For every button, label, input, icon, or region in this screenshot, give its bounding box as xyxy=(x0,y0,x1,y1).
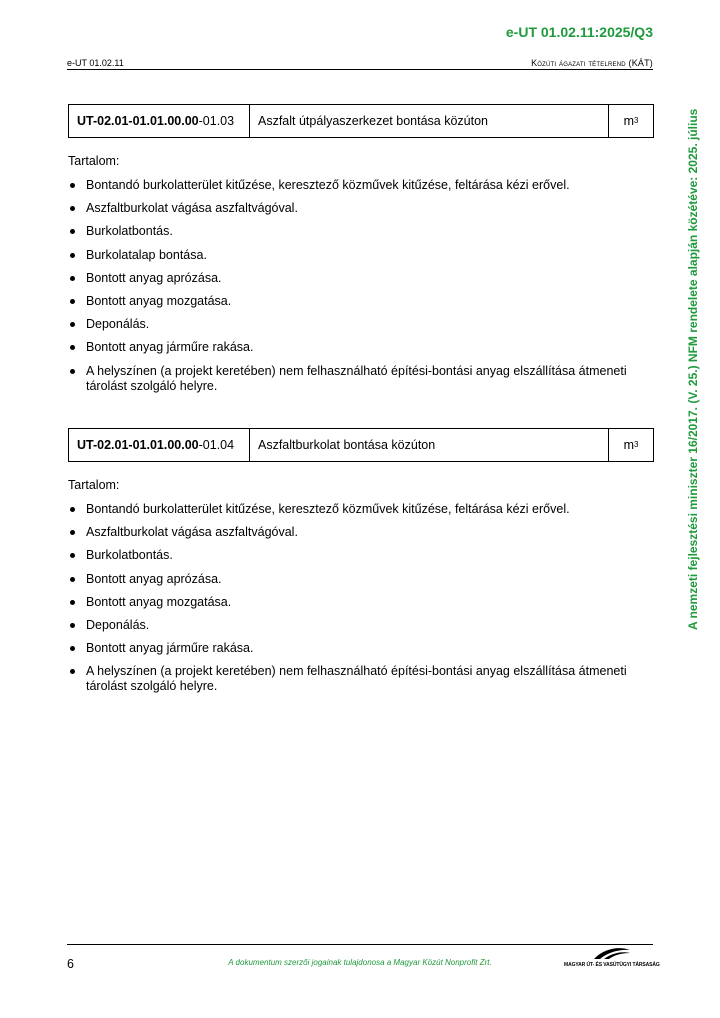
unit-base: m xyxy=(623,438,634,452)
content-list xyxy=(68,502,628,703)
list-item: Bontott anyag aprózása. xyxy=(68,572,628,587)
item-title: Aszfaltburkolat bontása közúton xyxy=(250,429,609,461)
item-unit: m 3 xyxy=(623,438,639,452)
list-item: Bontandó burkolatterület kitűzése, keresztező közművek kitűzése, feltárása kézi erővel. xyxy=(68,178,628,193)
list-item: Bontott anyag mozgatása. xyxy=(68,595,628,610)
item-code-main: UT-02.01-01.01.00.00 xyxy=(77,438,199,452)
list-item: Bontott anyag mozgatása. xyxy=(68,294,628,309)
list-item: A helyszínen (a projekt keretében) nem felhasználható építési-bontási anyag elszállítása átmeneti tárolást szolgáló helyre. xyxy=(68,664,628,694)
list-item: Deponálás. xyxy=(68,618,628,633)
page-number: 6 xyxy=(67,957,74,971)
item-table xyxy=(68,104,654,138)
running-header xyxy=(67,58,653,70)
item-code xyxy=(69,105,250,137)
item-code-suffix: -01.03 xyxy=(198,114,235,128)
content-label: Tartalom: xyxy=(68,478,120,492)
item-unit: m 3 xyxy=(623,114,639,128)
item-code xyxy=(69,429,250,461)
list-item: A helyszínen (a projekt keretében) nem felhasználható építési-bontási anyag elszállítása átmeneti tárolást szolgáló helyre. xyxy=(68,364,628,394)
copyright-notice: A dokumentum szerzői jogainak tulajdonosa a Magyar Közút Nonprofit Zrt. xyxy=(228,958,492,967)
list-item: Burkolatalap bontása. xyxy=(68,248,628,263)
company-logo xyxy=(564,946,660,970)
list-item: Bontandó burkolatterület kitűzése, keresztező közművek kitűzése, feltárása kézi erővel. xyxy=(68,502,628,517)
list-item: Aszfaltburkolat vágása aszfaltvágóval. xyxy=(68,525,628,540)
item-code-suffix: -01.04 xyxy=(198,438,235,452)
list-item: Burkolatbontás. xyxy=(68,548,628,563)
list-item: Bontott anyag aprózása. xyxy=(68,271,628,286)
logo-swoosh-icon xyxy=(564,946,654,962)
content-list xyxy=(68,178,628,402)
document-code: e-UT 01.02.11:2025/Q3 xyxy=(505,24,653,40)
header-left-code: e-UT 01.02.11 xyxy=(67,58,124,68)
item-code-main: UT-02.01-01.01.00.00 xyxy=(77,114,199,128)
content-label: Tartalom: xyxy=(68,154,120,168)
footer-divider xyxy=(67,944,653,945)
list-item: Aszfaltburkolat vágása aszfaltvágóval. xyxy=(68,201,628,216)
unit-base: m xyxy=(623,114,634,128)
item-table xyxy=(68,428,654,462)
logo-text: MAGYAR ÚT- ÉS VASÚTÜGYI TÁRSASÁG xyxy=(564,962,660,968)
list-item: Bontott anyag járműre rakása. xyxy=(68,340,628,355)
list-item: Burkolatbontás. xyxy=(68,224,628,239)
item-title: Aszfalt útpályaszerkezet bontása közúton xyxy=(250,105,609,137)
list-item: Bontott anyag járműre rakása. xyxy=(68,641,628,656)
side-publication-note: A nemzeti fejlesztési miniszter 16/2017. (V. 25.) NFM rendelete alapján közétéve: 2025. július xyxy=(686,108,700,630)
list-item: Deponálás. xyxy=(68,317,628,332)
header-right-title: Közúti ágazati tételrend (KÁT) xyxy=(531,58,653,68)
